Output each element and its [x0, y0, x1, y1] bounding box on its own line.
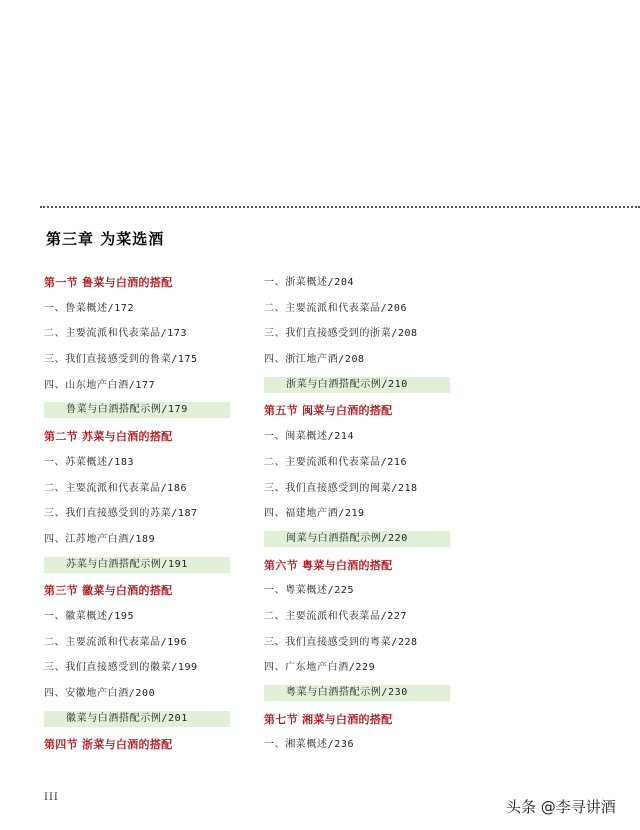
toc-section-heading: 第四节 浙菜与白酒的搭配 — [44, 738, 173, 752]
toc-section-heading: 第七节 湘菜与白酒的搭配 — [264, 712, 393, 726]
toc-example-row — [264, 683, 464, 709]
page-number: III — [44, 792, 59, 803]
toc-item: 三、我们直接感受到的闽菜/218 — [264, 482, 418, 494]
toc-example-row — [44, 709, 244, 735]
toc-item: 四、山东地产白酒/177 — [44, 379, 156, 391]
toc-section-heading: 第五节 闽菜与白酒的搭配 — [264, 404, 393, 418]
watermark: 头条 @李寻讲酒 — [506, 798, 616, 816]
toc-section-heading: 第六节 粤菜与白酒的搭配 — [264, 558, 393, 572]
toc-item: 一、浙菜概述/204 — [264, 277, 355, 288]
toc-right-column — [264, 272, 464, 760]
toc-example-label: 徽菜与白酒搭配示例/201 — [44, 711, 230, 727]
toc-section-heading: 第二节 苏菜与白酒的搭配 — [44, 430, 173, 444]
toc-example-row — [264, 375, 464, 401]
toc-item: 三、我们直接感受到的粤菜/228 — [264, 636, 418, 648]
toc-item: 三、我们直接感受到的鲁菜/175 — [44, 354, 198, 366]
toc-item: 一、湘菜概述/236 — [264, 739, 355, 751]
toc-item: 四、安徽地产白酒/200 — [44, 688, 156, 699]
toc-item: 四、江苏地产白酒/189 — [44, 533, 156, 545]
toc-item: 一、徽菜概述/195 — [44, 610, 135, 622]
toc-item: 二、主要流派和代表菜品/173 — [44, 328, 188, 340]
toc-item: 二、主要流派和代表菜品/206 — [264, 302, 408, 314]
toc-item: 三、我们直接感受到的徽菜/199 — [44, 662, 198, 674]
toc-example-label: 闽菜与白酒搭配示例/220 — [264, 531, 450, 547]
toc-item: 二、主要流派和代表菜品/227 — [264, 610, 408, 622]
toc-section-heading: 第三节 徽菜与白酒的搭配 — [44, 584, 173, 598]
toc-example-label: 浙菜与白酒搭配示例/210 — [264, 377, 450, 393]
toc-example-row — [264, 529, 464, 555]
toc-item: 四、浙江地产酒/208 — [264, 354, 365, 366]
toc-left-column — [44, 272, 244, 760]
toc-item: 三、我们直接感受到的苏菜/187 — [44, 508, 198, 520]
toc-item: 三、我们直接感受到的浙菜/208 — [264, 328, 418, 340]
toc-example-label: 鲁菜与白酒搭配示例/179 — [44, 402, 230, 418]
toc-item: 一、闽菜概述/214 — [264, 431, 355, 443]
toc-example-row — [44, 400, 244, 426]
toc-item: 四、福建地产酒/219 — [264, 508, 365, 520]
toc-example-label: 粤菜与白酒搭配示例/230 — [264, 685, 450, 701]
toc-item: 一、鲁菜概述/172 — [44, 302, 135, 314]
chapter-title: 第三章 为菜选酒 — [46, 230, 165, 248]
toc-section-heading: 第一节 鲁菜与白酒的搭配 — [44, 276, 173, 289]
dotted-divider — [40, 206, 640, 208]
toc-example-label: 苏菜与白酒搭配示例/191 — [44, 557, 230, 573]
toc-item: 二、主要流派和代表菜品/216 — [264, 456, 408, 468]
toc-item: 二、主要流派和代表菜品/186 — [44, 482, 188, 494]
toc-item: 一、粤菜概述/225 — [264, 585, 355, 597]
toc-example-row — [44, 555, 244, 581]
toc-item: 四、广东地产白酒/229 — [264, 662, 376, 674]
toc-item: 一、苏菜概述/183 — [44, 456, 135, 468]
toc-item: 二、主要流派和代表菜品/196 — [44, 636, 188, 648]
